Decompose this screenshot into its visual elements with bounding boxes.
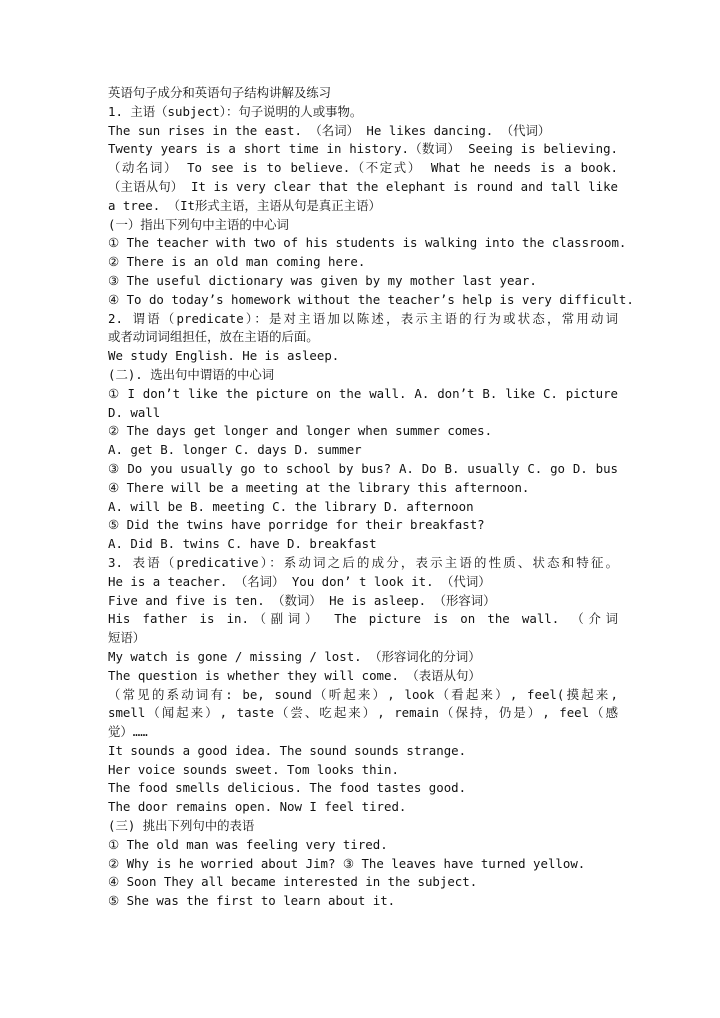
text-line: The sun rises in the east. （名词） He likes dancing. （代词） — [108, 122, 551, 138]
text-line: ② Why is he worried about Jim? ③ The leaves have turned yellow. — [108, 855, 586, 871]
text-line: It sounds a good idea. The sound sounds strange. — [108, 742, 467, 758]
text-line: ① The teacher with two of his students is walking into the classroom. — [108, 235, 627, 251]
section-heading: (二). 选出句中谓语的中心词 — [108, 366, 275, 382]
text-line: My watch is gone / missing / lost. （形容词化的分词） — [108, 648, 481, 664]
text-line: His father is in.（副词） The picture is on the wall. （介词 — [108, 611, 618, 627]
text-line: ③ Do you usually go to school by bus? A. Do B. usually C. go D. bus — [108, 460, 618, 476]
text-line: The question is whether they will come. （表语从句） — [108, 667, 481, 683]
text-line: ① I don’t like the picture on the wall. A. don’t B. like C. picture — [108, 385, 618, 401]
text-line: Five and five is ten. （数词） He is asleep. （形容词） — [108, 592, 496, 608]
text-line: ⑤ She was the first to learn about it. — [108, 893, 396, 909]
text-line: The door remains open. Now I feel tired. — [108, 799, 407, 815]
text-line: ④ There will be a meeting at the library this afternoon. — [108, 479, 530, 495]
text-line: Twenty years is a short time in history.（数词） Seeing is believing. — [108, 141, 618, 157]
text-line: a tree. （It形式主语，主语从句是真正主语） — [108, 197, 381, 213]
text-line: ④ To do today’s homework without the teacher’s help is very difficult. — [108, 291, 634, 307]
text-line: 1. 主语（subject）：句子说明的人或事物。 — [108, 103, 363, 119]
text-line: He is a teacher. （名词） You don’ t look it. （代词） — [108, 573, 491, 589]
document-body — [108, 84, 634, 911]
text-line: （主语从句） It is very clear that the elephant is round and tall like — [108, 178, 618, 194]
text-line: ⑤ Did the twins have porridge for their breakfast? — [108, 517, 485, 533]
text-line: D. wall — [108, 404, 161, 420]
text-line: ① The old man was feeling very tired. — [108, 836, 388, 852]
text-line: （常见的系动词有: be, sound（听起来）, look（看起来）, feel(摸起来, — [108, 686, 618, 702]
text-line: The food smells delicious. The food tastes good. — [108, 780, 467, 796]
text-line: A. Did B. twins C. have D. breakfast — [108, 536, 377, 552]
text-line: 觉）…… — [108, 724, 148, 740]
text-line: ④ Soon They all became interested in the subject. — [108, 874, 478, 890]
text-line: （动名词） To see is to believe.（不定式） What he needs is a book. — [108, 160, 618, 176]
text-line: We study English. He is asleep. — [108, 348, 340, 364]
text-line: Her voice sounds sweet. Tom looks thin. — [108, 761, 399, 777]
text-line: 或者动词词组担任，放在主语的后面。 — [108, 329, 319, 345]
text-line: 3. 表语（predicative）：系动词之后的成分，表示主语的性质、状态和特征。 — [108, 554, 618, 570]
text-line: ③ The useful dictionary was given by my mother last year. — [108, 272, 537, 288]
text-line: 2. 谓语（predicate）：是对主语加以陈述，表示主语的行为或状态，常用动词 — [108, 310, 618, 326]
text-line: 短语） — [108, 630, 146, 646]
text-line: A. get B. longer C. days D. summer — [108, 442, 362, 458]
text-line: ② The days get longer and longer when summer comes. — [108, 423, 493, 439]
text-line: A. will be B. meeting C. the library D. afternoon — [108, 498, 474, 514]
document-title: 英语句子成分和英语句子结构讲解及练习 — [108, 85, 332, 100]
text-line: smell（闻起来）, taste（尝、吃起来）, remain（保持，仍是）, feel（感 — [108, 705, 618, 721]
text-line: ② There is an old man coming here. — [108, 254, 366, 270]
section-heading: (一）指出下列句中主语的中心词 — [108, 216, 289, 232]
section-heading: (三) 挑出下列句中的表语 — [108, 818, 255, 834]
